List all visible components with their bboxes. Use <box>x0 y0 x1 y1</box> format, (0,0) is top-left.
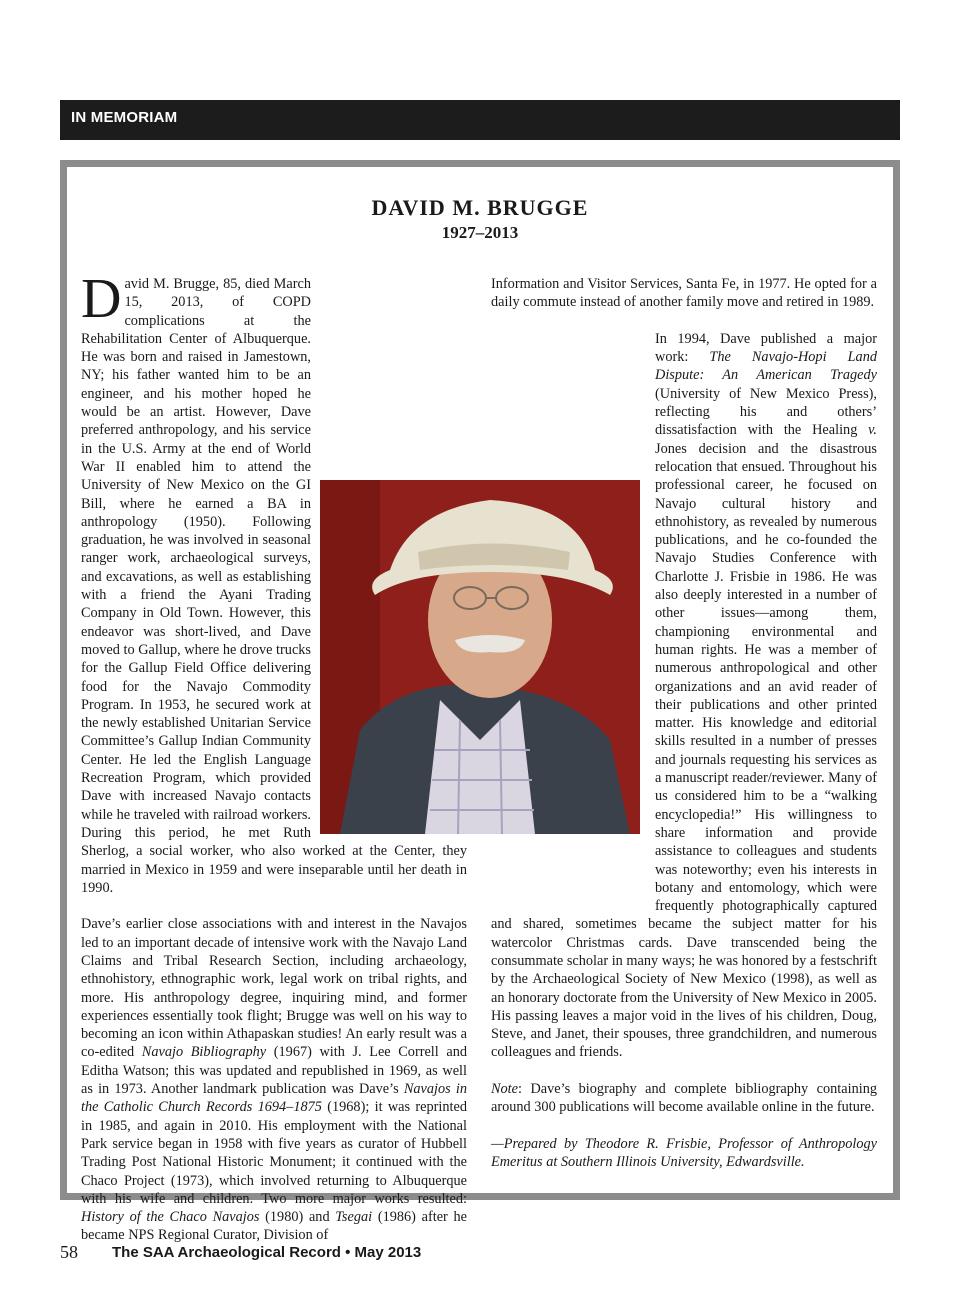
section-header-bar <box>60 100 900 140</box>
article-dates: 1927–2013 <box>441 223 519 242</box>
note-label: Note <box>491 1081 519 1098</box>
portrait-photo <box>320 480 640 834</box>
drop-cap: D <box>81 268 122 330</box>
section-label: IN MEMORIAM <box>71 109 178 126</box>
note-paragraph: Note: Dave’s biography and complete bibliography containing around 300 publications will become available online in the future. <box>491 1081 877 1116</box>
article-title: DAVID M. BRUGGE <box>371 195 589 220</box>
title-navajos-catholic-records: Navajos in the Catholic Church Records 1694–1875 <box>81 1081 467 1116</box>
right-paragraph-2: In 1994, Dave published a major work: The Navajo-Hopi Land Dispute: An American Tragedy (University of New Mexico Press), reflecting his and others’ dissatisfaction with the Healing v. Jones decision and the disastrous relocation that ensued. Throughout his professional career, he focused on Navajo cultural history and ethnohistory, as revealed by numerous publications, and he co-founded the Navajo Studies Conference with Charlotte J. Frisbie in 1986. He was also deeply interested in a number of other issues—among them, championing environmental and human rights. He was a member of numerous anthropological and other organizations and an avid reader of their publications and other printed matter. His knowledge and editorial skills resulted in a number of presses and journals requesting his services as a manuscript reader/reviewer. Many of us considered him to be a “walking encyclopedia!” His willingness to share information and provide assistance to colleagues and students was noteworthy; even his interests in botany and entomology, which were frequently photographically captured and shared, sometimes became the subject matter for his watercolor Christmas cards. Dave transcended being the consummate scholar in many ways; he was honored by a festschrift by the Archaeological Society of New Mexico (1998), as well as an honorary doctorate from the University of New Mexico in 2005. His passing leaves a major void in the lives of his children, Doug, Steve, and Janet, their spouses, three grandchildren, and numerous colleagues and friends. <box>491 330 877 1061</box>
title-navajo-hopi-land-dispute: The Navajo-Hopi Land Dispute: An American Tragedy <box>655 349 877 384</box>
left-paragraph-1-text: avid M. Brugge, 85, died March 15, 2013, of COPD complications at the Rehabilitation Center of Albuquerque. He was born and raised in Jamestown, NY; his father wanted him to be an engineer, and his mother hoped he would be an artist. However, Dave preferred anthropology, and his service in the U.S. Army at the end of World War II enabled him to attend the University of New Mexico on the GI Bill, where he earned a BA in anthropology (1950). Following graduation, he was involved in seasonal ranger work, archaeological surveys, and excavations, as well as establishing with a friend the Ayani Trading Company in Old Town. However, this endeavor was short-lived, and Dave moved to Gallup, where he drove trucks for the Gallup Field Office delivering food for the Navajo Commodity Program. In 1953, he secured work at the newly established Unitarian Service Committee’s Gallup Indian Community Center. He led the English Language Recreation Program, which provided Dave with increased Navajo contacts while he traveled with railroad workers. During this period, he met Ruth Sherlog, a social worker, who also worked at the Center, they married in Mexico in 1959 and were inseparable until her death in 1990. <box>81 276 467 896</box>
page-number: 58 <box>60 1242 78 1262</box>
title-tsegai: Tsegai <box>335 1209 373 1226</box>
credit-line: —Prepared by Theodore R. Frisbie, Professor of Anthropology Emeritus at Southern Illinois University, Edwardsville. <box>491 1135 877 1171</box>
right-paragraph-1: Information and Visitor Services, Santa Fe, in 1977. He opted for a daily commute instead of another family move and retired in 1989. <box>491 276 877 311</box>
left-paragraph-2: Dave’s earlier close associations with and interest in the Navajos led to an important decade of intensive work with the Navajo Land Claims and Tribal Research Section, including archaeology, ethnohistory, ethnographic work, legal work on tribal rights, and more. His anthropology degree, inquiring mind, and former experiences essentially took flight; Brugge was well on his way to becoming an icon within Athapaskan studies! An early result was a co-edited Navajo Bibliography (1967) with J. Lee Correll and Editha Watson; this was updated and republished in 1969, as well as in 1973. Another landmark publication was Dave’s Navajos in the Catholic Church Records 1694–1875 (1968); it was reprinted in 1985, and again in 2010. His employment with the National Park service began in 1958 with five years as curator of Hubbell Trading Post National Historic Monument; it continued with the Chaco Project (1973), which involved returning to Albuquerque with his wife and children. Two more major works resulted: History of the Chaco Navajos (1980) and Tsegai (1986) after he became NPS Regional Curator, Division of <box>81 916 467 1244</box>
publication-title: The SAA Archaeological Record • May 2013 <box>112 1244 422 1261</box>
title-history-chaco-navajos: History of the Chaco Navajos <box>81 1209 260 1226</box>
page-footer <box>60 1240 900 1268</box>
portrait-illustration <box>320 480 640 834</box>
title-navajo-bibliography: Navajo Bibliography <box>141 1044 267 1061</box>
